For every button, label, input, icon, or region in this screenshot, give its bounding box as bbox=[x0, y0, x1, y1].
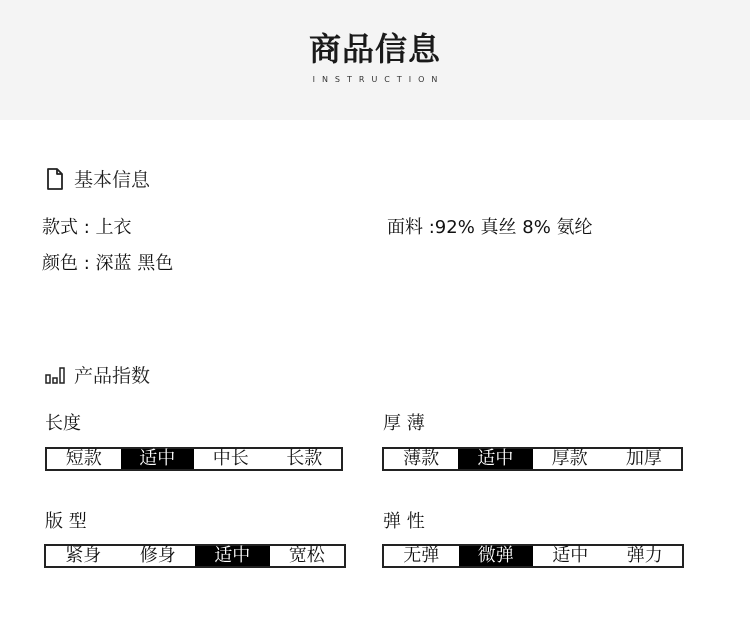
page-subtitle: INSTRUCTION bbox=[312, 75, 445, 84]
length-option: 中长 bbox=[212, 448, 249, 469]
length-option-selected: 适中 bbox=[121, 449, 195, 469]
elasticity-label: 弹 性 bbox=[383, 511, 425, 532]
length-option: 短款 bbox=[65, 448, 102, 469]
info-style: 款式 : 上衣 bbox=[42, 217, 132, 238]
basic-info-heading bbox=[44, 165, 150, 192]
thickness-label: 厚 薄 bbox=[383, 413, 425, 434]
bar-chart-icon bbox=[44, 364, 66, 386]
header-banner bbox=[0, 0, 750, 120]
fit-label: 版 型 bbox=[45, 511, 87, 532]
basic-info-heading-text: 基本信息 bbox=[74, 169, 151, 191]
indices-heading-text: 产品指数 bbox=[74, 365, 151, 387]
fit-option: 宽松 bbox=[288, 545, 325, 566]
thickness-option: 厚款 bbox=[551, 448, 588, 469]
length-scale bbox=[45, 447, 343, 471]
length-label: 长度 bbox=[45, 413, 81, 434]
elasticity-option: 适中 bbox=[552, 545, 589, 566]
info-color: 颜色 : 深蓝 黑色 bbox=[42, 253, 174, 274]
thickness-option: 加厚 bbox=[625, 448, 662, 469]
elasticity-option: 无弹 bbox=[403, 545, 440, 566]
elasticity-option-selected: 微弹 bbox=[459, 546, 534, 566]
fit-option: 修身 bbox=[139, 545, 176, 566]
fit-option: 紧身 bbox=[65, 545, 102, 566]
fit-scale bbox=[44, 544, 346, 568]
thickness-scale bbox=[382, 447, 683, 471]
document-icon bbox=[44, 168, 66, 190]
elasticity-scale bbox=[382, 544, 684, 568]
length-option: 长款 bbox=[286, 448, 323, 469]
info-fabric: 面料 :92% 真丝 8% 氨纶 bbox=[387, 217, 593, 238]
elasticity-option: 弹力 bbox=[626, 545, 663, 566]
indices-heading bbox=[44, 361, 150, 388]
thickness-option-selected: 适中 bbox=[458, 449, 532, 469]
page-title: 商品信息 bbox=[308, 30, 441, 68]
fit-option-selected: 适中 bbox=[195, 546, 270, 566]
thickness-option: 薄款 bbox=[403, 448, 440, 469]
